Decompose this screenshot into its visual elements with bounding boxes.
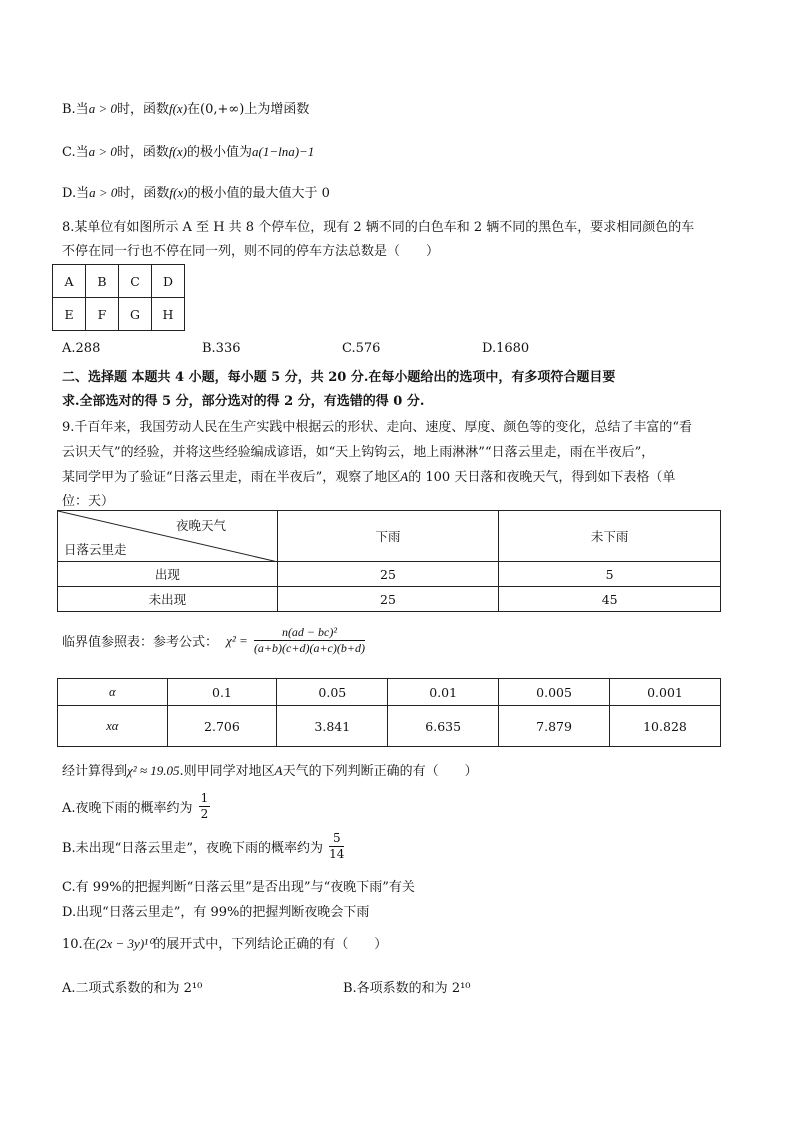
q9-option-b: [62, 831, 346, 862]
alpha-value: 0.1: [167, 679, 277, 706]
q8-option-b: B.336: [202, 341, 241, 356]
q8-option-d: D.1680: [482, 341, 530, 356]
cell-not-appear-rain: 25: [277, 587, 499, 612]
q9-stem-line3: [62, 466, 675, 485]
q10-stem: [62, 933, 387, 952]
formula-line: [62, 625, 367, 669]
q10-option-b: B.各项系数的和为 2¹⁰: [343, 981, 471, 996]
q7-c-mid: 时，函数: [116, 145, 169, 160]
diag-header-bottom: 日落云里走: [64, 542, 127, 557]
alpha-value: 0.01: [388, 679, 499, 706]
q7-b-cond: a > 0: [88, 101, 117, 116]
q9-stem-line4: 位：天）: [62, 494, 115, 509]
q7-c-fx: f(x): [168, 144, 187, 159]
q9-stem-b: .则甲同学对地区: [179, 764, 275, 779]
q8-stem-line1: 8.某单位有如图所示 A 至 H 共 8 个停车位，现有 2 辆不同的白色车和 2 辆不同的黑色车，要求相同颜色的车: [62, 220, 695, 235]
q9-option-a-num: 1: [200, 791, 209, 805]
alpha-label: α: [58, 679, 168, 706]
parking-spot-b: B: [86, 265, 119, 298]
x-alpha-value: 6.635: [388, 706, 499, 747]
q10-stem-a: 10.在: [62, 937, 96, 952]
diagonal-header-cell: [58, 511, 278, 562]
col-header-no-rain: 未下雨: [499, 511, 721, 562]
diag-header-top: 夜晚天气: [176, 518, 227, 533]
q9-stem-chi: χ² ≈ 19.05: [127, 763, 180, 778]
q7-d-prefix: D.当: [62, 186, 90, 201]
q7-b-end: 上为增函数: [244, 102, 310, 117]
q9-line3-a: 某同学甲为了验证“日落云里走，雨在半夜后”，观察了地区: [62, 470, 401, 485]
q9-option-a-fraction: [199, 791, 211, 822]
x-alpha-value: 7.879: [499, 706, 610, 747]
parking-grid: [52, 264, 185, 331]
q9-line3-var: A: [400, 469, 409, 484]
q7-d-mid: 时，函数: [117, 186, 170, 201]
q9-option-b-text: B.未出现“日落云里走”，夜晚下雨的概率约为: [62, 841, 323, 856]
alpha-value: 0.001: [609, 679, 720, 706]
q7-option-c: [62, 141, 314, 160]
q8-option-c: C.576: [342, 341, 381, 356]
q10-stem-expr: (2x − 3y)¹⁰: [95, 936, 154, 951]
formula-label: 临界值参照表：参考公式：: [62, 635, 219, 650]
formula-fraction: [254, 625, 365, 656]
formula-numerator: n(ad − bc)²: [254, 625, 365, 641]
q7-d-fx: f(x): [169, 185, 188, 200]
q9-option-c: C.有 99%的把握判断“日落云里”是否出现”与“夜晚下雨”有关: [62, 880, 415, 895]
formula-denominator: (a+b)(c+d)(a+c)(b+d): [253, 641, 365, 655]
q7-b-in: 在: [187, 102, 201, 117]
q9-line3-b: 的 100 天日落和夜晚天气，得到如下表格（单: [408, 470, 676, 485]
q7-b-fx: f(x): [168, 101, 188, 116]
q9-stem-line1: 9.千百年来，我国劳动人民在生产实践中根据云的形状、走向、速度、厚度、颜色等的变化，总结了丰富的“看: [62, 420, 693, 435]
q7-b-interval: (0,+∞): [200, 102, 245, 117]
x-alpha-value: 3.841: [277, 706, 388, 747]
q7-b-mid: 时，函数: [116, 102, 169, 117]
x-alpha-value: 10.828: [609, 706, 720, 747]
q9-stem-var: A: [274, 763, 283, 778]
alpha-value: 0.05: [277, 679, 388, 706]
q9-option-b-num: 5: [329, 831, 344, 847]
q9-stem-line2: 云识天气”的经验，并将这些经验编成谚语，如“天上钩钩云，地上雨淋淋”“日落云里走，雨在半夜后”，: [62, 445, 655, 460]
q9-option-a: [62, 791, 212, 822]
q7-d-cond: a > 0: [89, 185, 118, 200]
parking-spot-h: H: [152, 298, 185, 331]
cell-appear-rain: 25: [277, 562, 499, 587]
q7-option-b: [62, 98, 309, 117]
q8-option-a: A.288: [62, 341, 101, 356]
critical-value-table: [57, 678, 721, 747]
q9-option-b-fraction: [329, 831, 344, 862]
q7-option-d: [62, 182, 330, 201]
section2-header-line1: 二、选择题 本题共 4 小题，每小题 5 分，共 20 分.在每小题给出的选项中，有多项符合题目要: [62, 370, 616, 385]
q8-stem-line2: 不停在同一行也不停在同一列，则不同的停车方法总数是（ ）: [62, 244, 440, 259]
parking-spot-d: D: [152, 265, 185, 298]
q9-option-d: D.出现“日落云里走”，有 99%的把握判断夜晚会下雨: [62, 905, 370, 920]
section2-header-line2: 求.全部选对的得 5 分，部分选对的得 2 分，有选错的得 0 分.: [62, 394, 425, 409]
q9-option-b-den: 14: [329, 847, 345, 861]
parking-spot-c: C: [119, 265, 152, 298]
row-label-not-appear: 未出现: [58, 587, 278, 612]
q9-stem-c: 天气的下列判断正确的有（ ）: [282, 764, 478, 779]
q7-c-prefix: C.当: [62, 145, 89, 160]
parking-spot-e: E: [53, 298, 86, 331]
q7-c-expr: a(1−lna)−1: [251, 144, 315, 159]
q9-option-a-text: A.夜晚下雨的概率约为: [62, 801, 193, 816]
q7-d-end: 的极小值的最大值大于 0: [187, 186, 330, 201]
q9-stem-a: 经计算得到: [62, 764, 128, 779]
x-alpha-value: 2.706: [167, 706, 277, 747]
parking-spot-a: A: [53, 265, 86, 298]
q7-b-prefix: B.当: [62, 102, 89, 117]
row-label-appear: 出现: [58, 562, 278, 587]
weather-table: [57, 510, 721, 612]
parking-spot-g: G: [119, 298, 152, 331]
parking-spot-f: F: [86, 298, 119, 331]
q9-question-stem: [62, 760, 478, 779]
col-header-rain: 下雨: [277, 511, 499, 562]
q10-option-a: A.二项式系数的和为 2¹⁰: [62, 981, 203, 996]
cell-not-appear-no-rain: 45: [499, 587, 721, 612]
x-alpha-label: xα: [58, 706, 168, 747]
formula-lhs: χ² =: [226, 632, 248, 648]
cell-appear-no-rain: 5: [499, 562, 721, 587]
q10-stem-b: 的展开式中，下列结论正确的有（ ）: [153, 937, 388, 952]
q9-option-a-den: 2: [200, 807, 209, 821]
alpha-value: 0.005: [499, 679, 610, 706]
q7-c-cond: a > 0: [88, 144, 117, 159]
q7-c-text: 的极小值为: [186, 145, 252, 160]
